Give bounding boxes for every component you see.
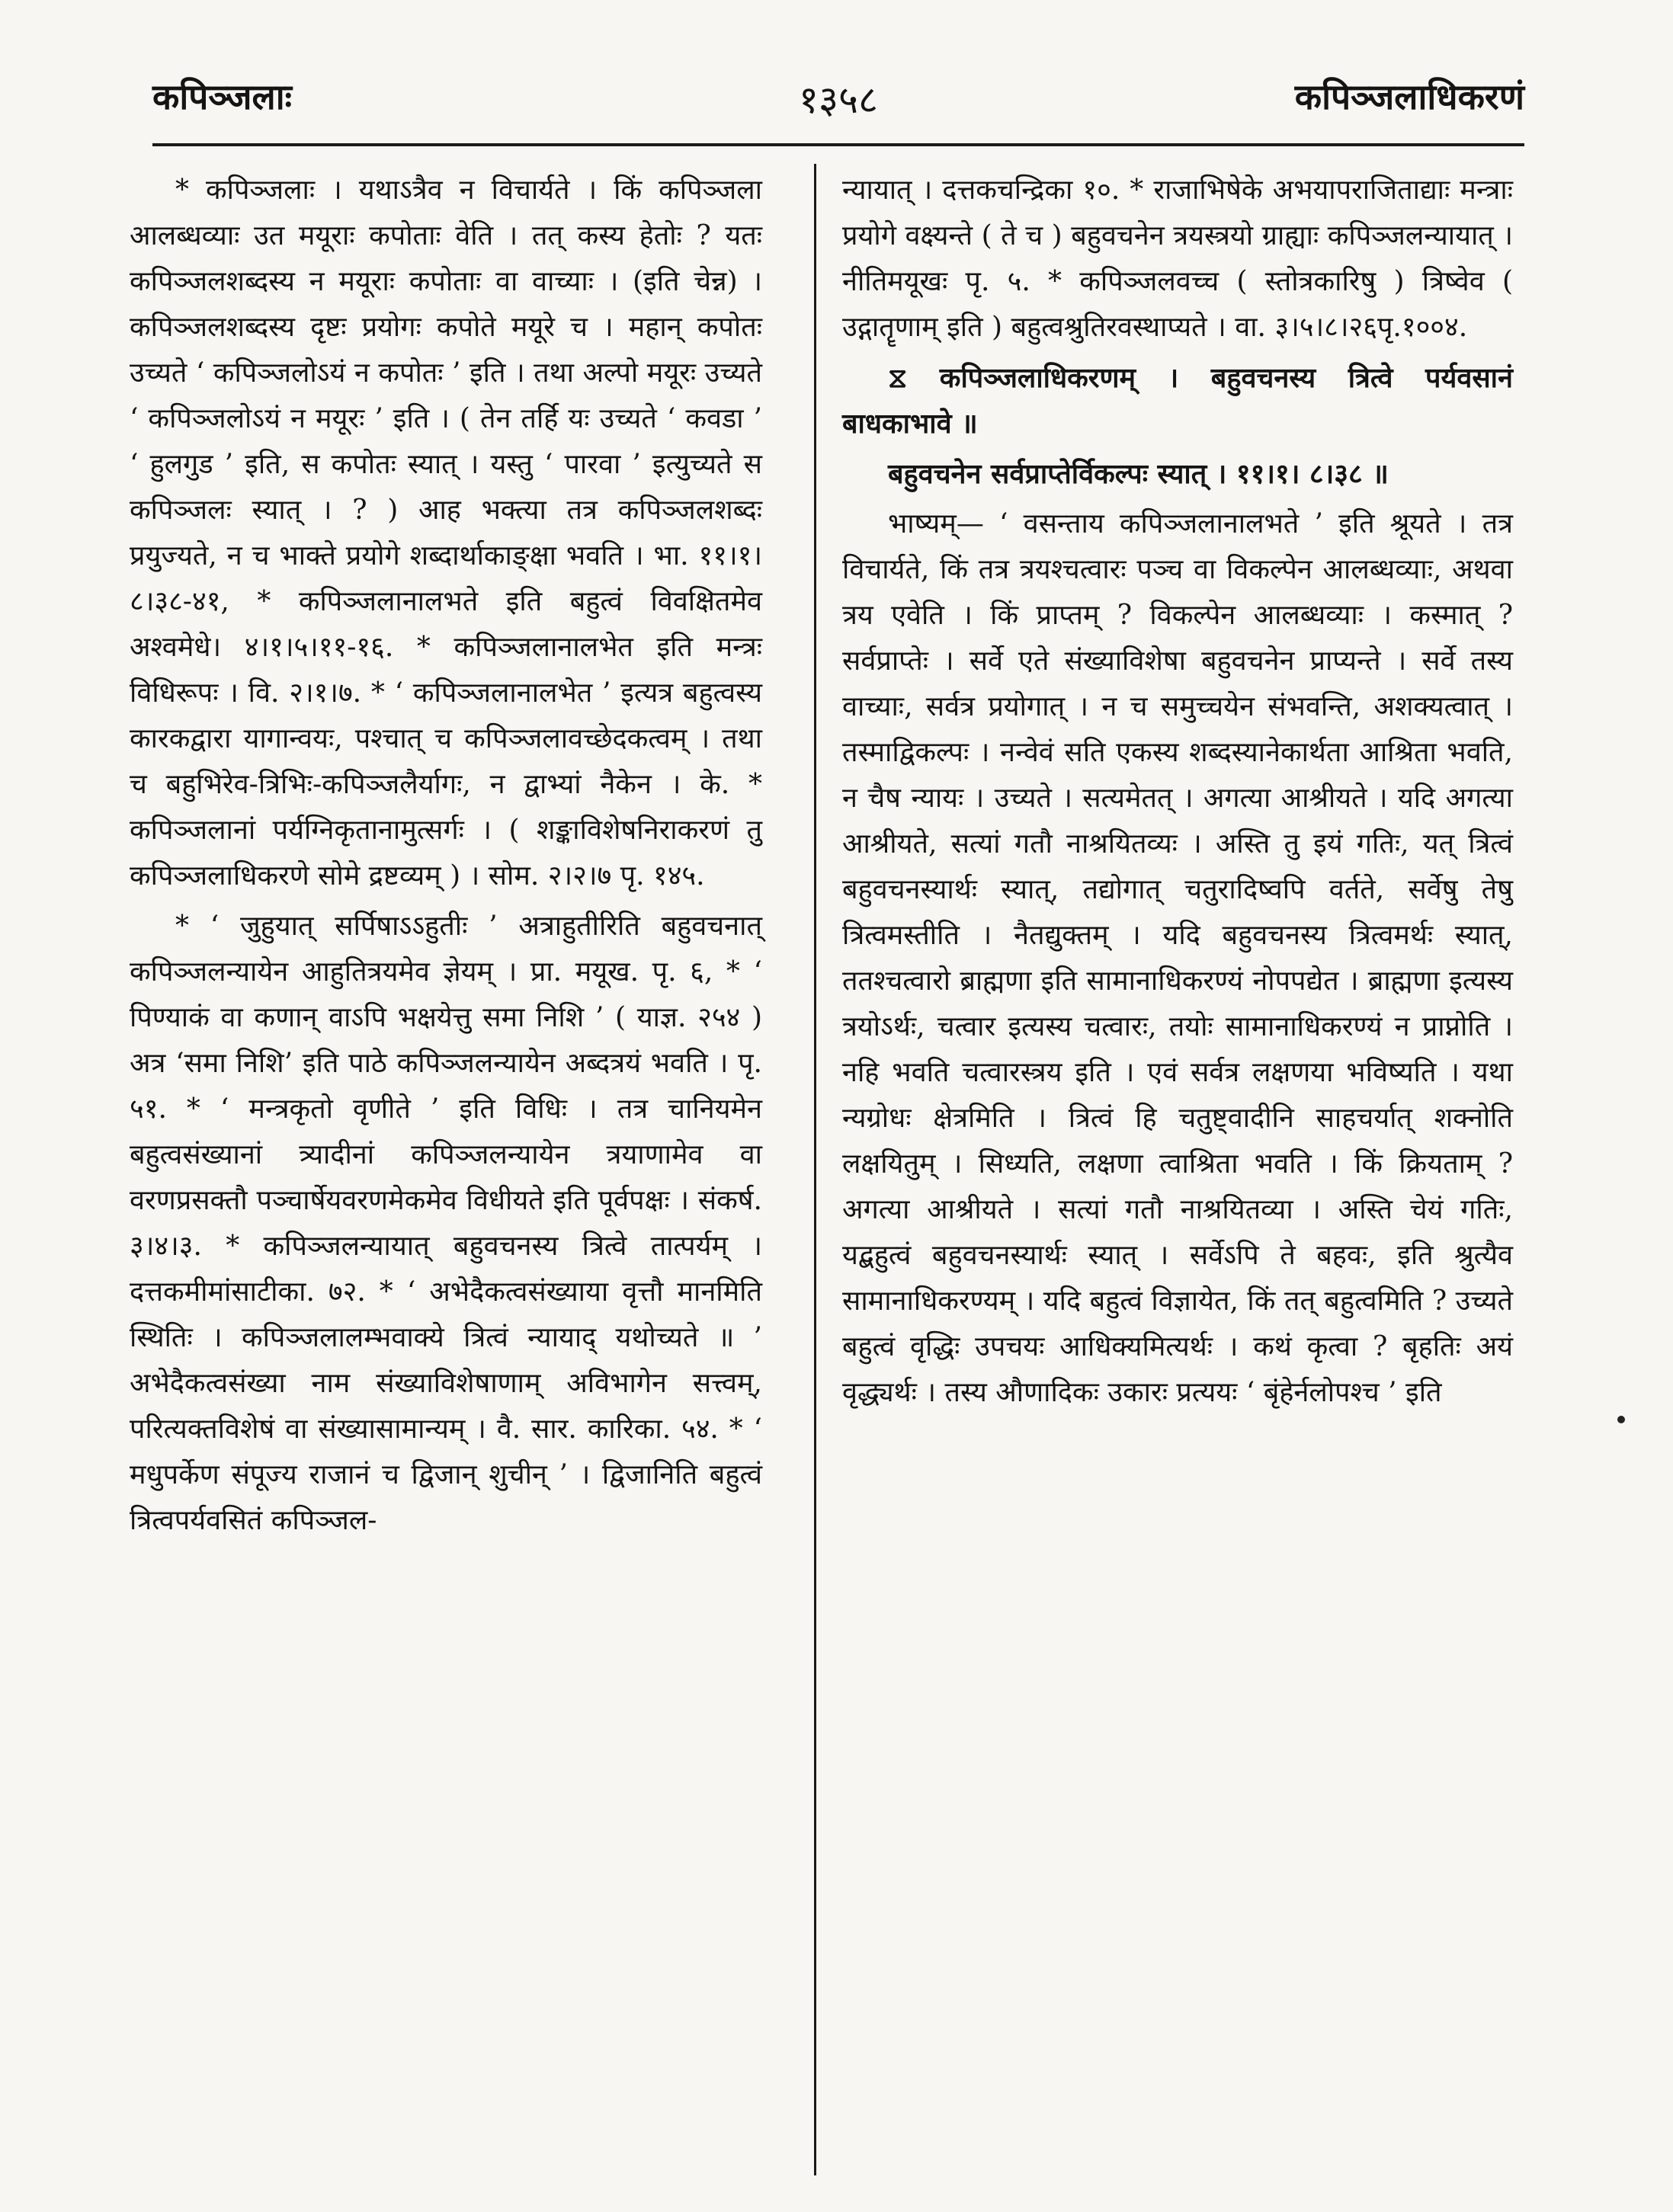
- left-column: [130, 168, 762, 1548]
- right-paragraph-1: न्यायात् । दत्तकचन्द्रिका १०. * राजाभिषेके अभयापराजिताद्याः मन्त्राः प्रयोगे वक्ष्यन्ते ( ते च ) बहुवचनेन त्रयस्त्रयो ग्राह्याः कपिञ्जलन्यायात् । नीतिमयूखः पृ. ५. * कपिञ्जलवच्च ( स्तोत्रकारिषु ) त्रिष्वेव ( उद्गातॄणाम् इति ) बहुत्वश्रुतिरवस्थाप्यते । वा. ३।५।८।२६पृ.१००४.: [842, 174, 1513, 343]
- column-divider: [814, 164, 816, 2175]
- header-rule: [152, 143, 1524, 146]
- adhikarana-heading: ⧖ कपिञ्जलाधिकरणम् । बहुवचनस्य त्रित्वे पर्यवसानं बाधकाभावे ॥: [842, 362, 1513, 440]
- page-number: १३५८: [799, 78, 878, 122]
- running-title-right: कपिञ्जलाधिकरणं: [1294, 76, 1524, 117]
- running-title-left: कपिञ्जलाः: [152, 76, 292, 117]
- left-paragraph-1: * कपिञ्जलाः । यथाऽत्रैव न विचार्यते । किं कपिञ्जला आलब्धव्याः उत मयूराः कपोताः वेति । तत् कस्य हेतोः ? यतः कपिञ्जलशब्दस्य न मयूराः कपोताः वा वाच्याः । (इति चेन्न) । कपिञ्जलशब्दस्य दृष्टः प्रयोगः कपोते मयूरे च । महान् कपोतः उच्यते ‘ कपिञ्जलोऽयं न कपोतः ’ इति । तथा अल्पो मयूरः उच्यते ‘ कपिञ्जलोऽयं न मयूरः ’ इति । ( तेन तर्हि यः उच्यते ‘ कवडा ’ ‘ हुलगुड ’ इति, स कपोतः स्यात् । यस्तु ‘ पारवा ’ इत्युच्यते स कपिञ्जलः स्यात् । ? ) आह भक्त्या तत्र कपिञ्जलशब्दः प्रयुज्यते, न च भाक्ते प्रयोगे शब्दार्थाकाङ्क्षा भवति । भा. ११।१।८।३८-४१, * कपिञ्जलानालभते इति बहुत्वं विवक्षितमेव अश्वमेधे। ४।१।५।११-१६. * कपिञ्जलानालभेत इति मन्त्रः विधिरूपः । वि. २।१।७. * ‘ कपिञ्जलानालभेत ’ इत्यत्र बहुत्वस्य कारकद्वारा यागान्वयः, पश्चात् च कपिञ्जलावच्छेदकत्वम् । तथा च बहुभिरेव-त्रिभिः-कपिञ्जलैर्यागः, न द्वाभ्यां नैकेन । के. * कपिञ्जलानां पर्यग्निकृतानामुत्सर्गः । ( शङ्काविशेषनिराकरणं तु कपिञ्जलाधिकरणे सोमे द्रष्टव्यम् ) । सोम. २।२।७ पृ. १४५.: [130, 174, 762, 892]
- margin-dot: [1617, 1416, 1625, 1423]
- left-paragraph-2: * ‘ जुहुयात् सर्पिषाऽऽहुतीः ’ अत्राहुतीरिति बहुवचनात् कपिञ्जलन्यायेन आहुतित्रयमेव ज्ञेयम् । प्रा. मयूख. पृ. ६, * ‘ पिण्याकं वा कणान् वाऽपि भक्षयेत्तु समा निशि ’ ( याज्ञ. २५४ ) अत्र ‘समा निशि’ इति पाठे कपिञ्जलन्यायेन अब्दत्रयं भवति । पृ. ५१. * ‘ मन्त्रकृतो वृणीते ’ इति विधिः । तत्र चानियमेन बहुत्वसंख्यानां त्र्यादीनां कपिञ्जलन्यायेन त्रयाणामेव वा वरणप्रसक्तौ पञ्चार्षेयवरणमेकमेव विधीयते इति पूर्वपक्षः । संकर्ष. ३।४।३. * कपिञ्जलन्यायात् बहुवचनस्य त्रित्वे तात्पर्यम् । दत्तकमीमांसाटीका. ७२. * ‘ अभेदैकत्वसंख्याया वृत्तौ मानमिति स्थितिः । कपिञ्जलालम्भवाक्ये त्रित्वं न्यायाद् यथोच्यते ॥ ’ अभेदैकत्वसंख्या नाम संख्याविशेषाणाम् अविभागेन सत्त्वम्, परित्यक्तविशेषं वा संख्यासामान्यम् । वै. सार. कारिका. ५४. * ‘ मधुपर्केण संपूज्य राजानं च द्विजान् शुचीन् ’ । द्विजानिति बहुत्वं त्रित्वपर्यवसितं कपिञ्जल-: [130, 911, 762, 1536]
- right-column: [842, 168, 1513, 1420]
- bhashya-paragraph: भाष्यम्— ‘ वसन्ताय कपिञ्जलानालभते ’ इति श्रूयते । तत्र विचार्यते, किं तत्र त्रयश्चत्वारः पञ्च वा विकल्पेन आलब्धव्याः, अथवा त्रय एवेति । किं प्राप्तम् ? विकल्पेन आलब्धव्याः । कस्मात् ? सर्वप्राप्तेः । सर्वे एते संख्याविशेषा बहुवचनेन प्राप्यन्ते । सर्वे तस्य वाच्याः, सर्वत्र प्रयोगात् । न च समुच्चयेन संभवन्ति, अशक्यत्वात् । तस्माद्विकल्पः । नन्वेवं सति एकस्य शब्दस्यानेकार्थता आश्रिता भवति, न चैष न्यायः । उच्यते । सत्यमेतत् । अगत्या आश्रीयते । यदि अगत्या आश्रीयते, सत्यां गतौ नाश्रयितव्यः । अस्ति तु इयं गतिः, यत् त्रित्वं बहुवचनस्यार्थः स्यात्, तद्योगात् चतुरादिष्वपि वर्तते, सर्वेषु तेषु त्रित्वमस्तीति । नैतद्युक्तम् । यदि बहुवचनस्य त्रित्वमर्थः स्यात्, ततश्चत्वारो ब्राह्मणा इति सामानाधिकरण्यं नोपपद्येत । ब्राह्मणा इत्यस्य त्रयोऽर्थः, चत्वार इत्यस्य चत्वारः, तयोः सामानाधिकरण्यं न प्राप्नोति । नहि भवति चत्वारस्त्रय इति । एवं सर्वत्र लक्षणया भविष्यति । यथा न्यग्रोधः क्षेत्रमिति । त्रित्वं हि चतुष्ट्वादीनि साहचर्यात् शक्नोति लक्षयितुम् । सिध्यति, लक्षणा त्वाश्रिता भवति । किं क्रियताम् ? अगत्या आश्रीयते । सत्यां गतौ नाश्रयितव्या । अस्ति चेयं गतिः, यद्बहुत्वं बहुवचनस्यार्थः स्यात् । सर्वेऽपि ते बहवः, इति श्रुत्यैव सामानाधिकरण्यम् । यदि बहुत्वं विज्ञायेत, किं तत् बहुत्वमिति ? उच्यते बहुत्वं वृद्धिः उपचयः आधिक्यमित्यर्थः । कथं कृत्वा ? बृहतिः अयं वृद्ध्यर्थः । तस्य औणादिकः उकारः प्रत्ययः ‘ बृंहेर्नलोपश्च ’ इति: [842, 508, 1513, 1408]
- sutra-line: बहुवचनेन सर्वप्राप्तेर्विकल्पः स्यात् । ११।१। ८।३८ ॥: [888, 458, 1389, 490]
- page-header: [152, 72, 1524, 141]
